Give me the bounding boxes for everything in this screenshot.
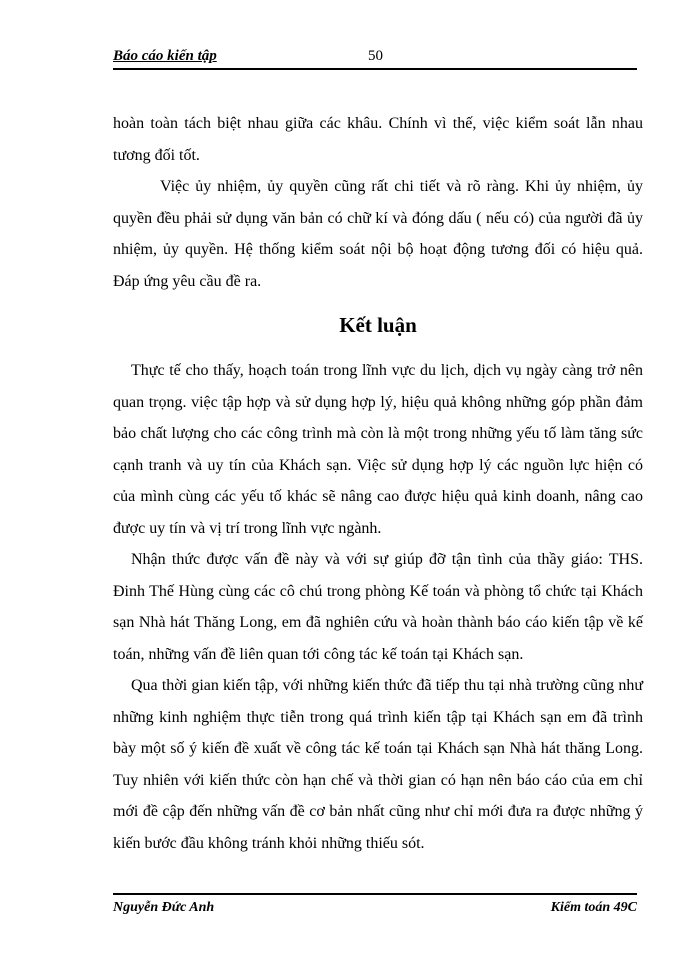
page-body xyxy=(113,108,643,859)
author-name: Nguyễn Đức Anh xyxy=(113,900,215,915)
paragraph-4: Nhận thức được vấn đề này và với sự giúp đỡ tận tình của thầy giáo: THS. Đinh Thế Hùng cùng các cô chú trong phòng Kế toán và phòng tổ chức tại Khách sạn Nhà hát Thăng Long, em đã nghiên cứu và hoàn thành báo cáo kiến tập về kế toán, những vấn đề liên quan tới công tác kế toán tại Khách sạn. xyxy=(113,551,643,663)
paragraph-2: Việc ủy nhiệm, ủy quyền cũng rất chi tiết và rõ ràng. Khi ủy nhiệm, ủy quyền đều phải sử dụng văn bản có chữ kí và đóng dấu ( nếu có) của người đã ủy nhiệm, ủy quyền. Hệ thống kiểm soát nội bộ hoạt động tương đối có hiệu quả. Đáp ứng yêu cầu đề ra. xyxy=(113,178,643,290)
page-header xyxy=(113,46,637,70)
paragraph-3: Thực tế cho thấy, hoạch toán trong lĩnh vực du lịch, dịch vụ ngày càng trở nên quan trọng. việc tập hợp và sử dụng hợp lý, hiệu quả không những góp phần đảm bảo chất lượng cho các công trình mà còn là một trong những yếu tố làm tăng sức cạnh tranh và uy tín của Khách sạn. Việc sử dụng hợp lý các nguồn lực hiện có của mình cùng các yếu tố khác sẽ nâng cao được hiệu quả kinh doanh, nâng cao được uy tín và vị trí trong lĩnh vực ngành. xyxy=(113,362,643,537)
paragraph-5: Qua thời gian kiến tập, với những kiến thức đã tiếp thu tại nhà trường cũng như những kinh nghiệm thực tiễn trong quá trình kiến tập tại Khách sạn em đã trình bày một số ý kiến đề xuất về công tác kế toán tại Khách sạn Nhà hát thăng Long. Tuy nhiên với kiến thức còn hạn chế và thời gian có hạn nên báo cáo của em chỉ mới đề cập đến những vấn đề cơ bản nhất cũng như chỉ mới đưa ra được những ý kiến bước đầu không tránh khỏi những thiếu sót. xyxy=(113,677,643,852)
report-title: Báo cáo kiến tập xyxy=(113,48,217,64)
class-name: Kiểm toán 49C xyxy=(550,900,637,915)
section-heading: Kết luận xyxy=(339,313,417,337)
paragraph-1: hoàn toàn tách biệt nhau giữa các khâu. Chính vì thế, việc kiểm soát lẫn nhau tương đối tốt. xyxy=(113,115,643,164)
page-footer xyxy=(113,893,637,917)
page-number: 50 xyxy=(368,48,383,64)
